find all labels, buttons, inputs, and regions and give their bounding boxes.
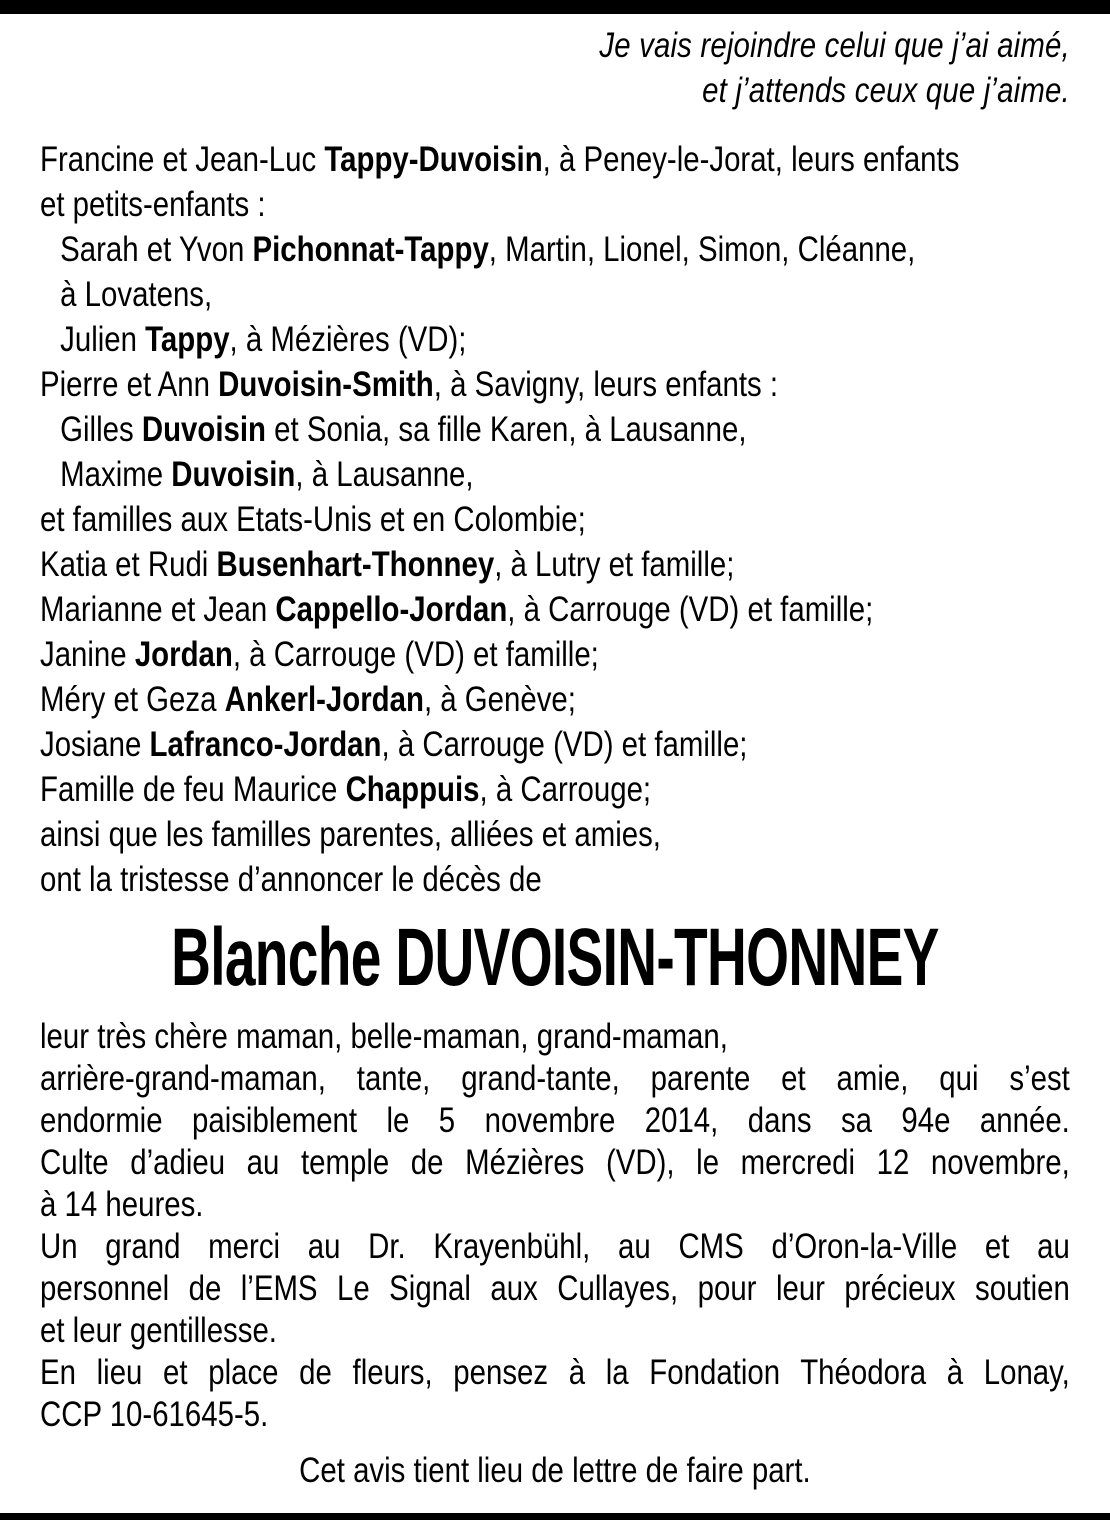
family-line [40,317,1070,362]
notice-line: leur très chère maman, belle-maman, grand-maman, [40,1017,728,1056]
family-line-text: , à Carrouge; [479,770,652,809]
family-line-text: , à Carrouge (VD) et famille; [381,725,748,764]
family-line-text: et familles aux Etats-Unis et en Colombie; [40,500,586,539]
family-line-text: et Sonia, sa fille Karen, à Lausanne, [265,410,747,449]
family-line [40,542,1070,587]
family-line [40,227,1070,272]
family-line [40,587,1070,632]
family-name-bold: Cappello-Jordan [275,590,508,629]
family-line [40,362,1070,407]
family-line [40,272,1070,317]
family-line [40,632,1070,677]
family-line-text: Katia et Rudi [40,545,217,584]
family-name-bold: Tappy [145,320,230,359]
notice-line: CCP 10-61645-5. [40,1395,269,1434]
epigraph-line: et j’attends ceux que j’aime. [702,71,1070,110]
family-line-text: Josiane [40,725,150,764]
family-line-text: , à Peney-le-Jorat, leurs enfants [542,140,960,179]
family-line-text: Méry et Geza [40,680,225,719]
family-line-text: , à Savigny, leurs enfants : [433,365,779,404]
family-line-text: Famille de feu Maurice [40,770,346,809]
family-name-bold: Ankerl-Jordan [224,680,424,719]
notice-line: et leur gentillesse. [40,1311,277,1350]
family-line-text: , à Lausanne, [295,455,474,494]
family-line-text: et petits-enfants : [40,185,266,224]
family-line [40,767,1070,812]
family-line [40,452,1070,497]
notice-line: Un grand merci au Dr. Krayenbühl, au CMS d’Oron-la-Ville et au [40,1227,1070,1266]
notice-line: endormie paisiblement le 5 novembre 2014, dans sa 94e année. [40,1101,1070,1140]
family-line-text: , à Carrouge (VD) et famille; [232,635,599,674]
family-line-text: Francine et Jean-Luc [40,140,325,179]
notice-line: à 14 heures. [40,1185,204,1224]
deceased-name: Blanche DUVOISIN-THONNEY [171,912,939,1003]
family-name-bold: Chappuis [345,770,480,809]
family-line [40,857,1070,902]
family-name-bold: Lafranco-Jordan [149,725,382,764]
family-line-text: , à Carrouge (VD) et famille; [507,590,874,629]
family-line-text: Julien [60,320,146,359]
notice-line: personnel de l’EMS Le Signal aux Cullayes, pour leur précieux soutien [40,1269,1070,1308]
notice-line: En lieu et place de fleurs, pensez à la Fondation Théodora à Lonay, [40,1353,1070,1392]
family-line-text: , à Genève; [423,680,576,719]
family-line-text: , Martin, Lionel, Simon, Cléanne, [488,230,916,269]
family-line-text: Sarah et Yvon [60,230,253,269]
notice-paragraph [40,1016,1070,1436]
family-line-text: Maxime [60,455,172,494]
family-name-bold: Duvoisin [171,455,296,494]
family-line [40,722,1070,767]
top-border [0,0,1110,14]
family-list [40,137,1070,902]
obituary-content [40,14,1070,1492]
family-name-bold: Duvoisin-Smith [218,365,434,404]
family-line-text: Janine [40,635,135,674]
epigraph-line: Je vais rejoindre celui que j’ai aimé, [599,26,1070,65]
family-line [40,137,1070,182]
family-line [40,812,1070,857]
family-line-text: , à Mézières (VD); [229,320,467,359]
family-name-bold: Jordan [134,635,233,674]
family-line-text: ont la tristesse d’annoncer le décès de [40,860,542,899]
family-line-text: Marianne et Jean [40,590,276,629]
epigraph [40,23,1070,113]
family-name-bold: Duvoisin [141,410,266,449]
family-line [40,497,1070,542]
family-line-text: Gilles [60,410,142,449]
family-line-text: à Lovatens, [60,275,213,314]
family-name-bold: Tappy-Duvoisin [324,140,543,179]
family-line-text: ainsi que les familles parentes, alliées et amies, [40,815,661,854]
family-line-text: Pierre et Ann [40,365,219,404]
closing-line: Cet avis tient lieu de lettre de faire part. [299,1451,811,1490]
family-line-text: , à Lutry et famille; [494,545,735,584]
family-name-bold: Busenhart-Thonney [216,545,495,584]
family-line [40,677,1070,722]
notice-line: Culte d’adieu au temple de Mézières (VD), le mercredi 12 novembre, [40,1143,1070,1182]
family-line [40,407,1070,452]
bottom-border [0,1513,1110,1520]
family-line [40,182,1070,227]
notice-line: arrière-grand-maman, tante, grand-tante, parente et amie, qui s’est [40,1059,1070,1098]
family-name-bold: Pichonnat-Tappy [252,230,489,269]
